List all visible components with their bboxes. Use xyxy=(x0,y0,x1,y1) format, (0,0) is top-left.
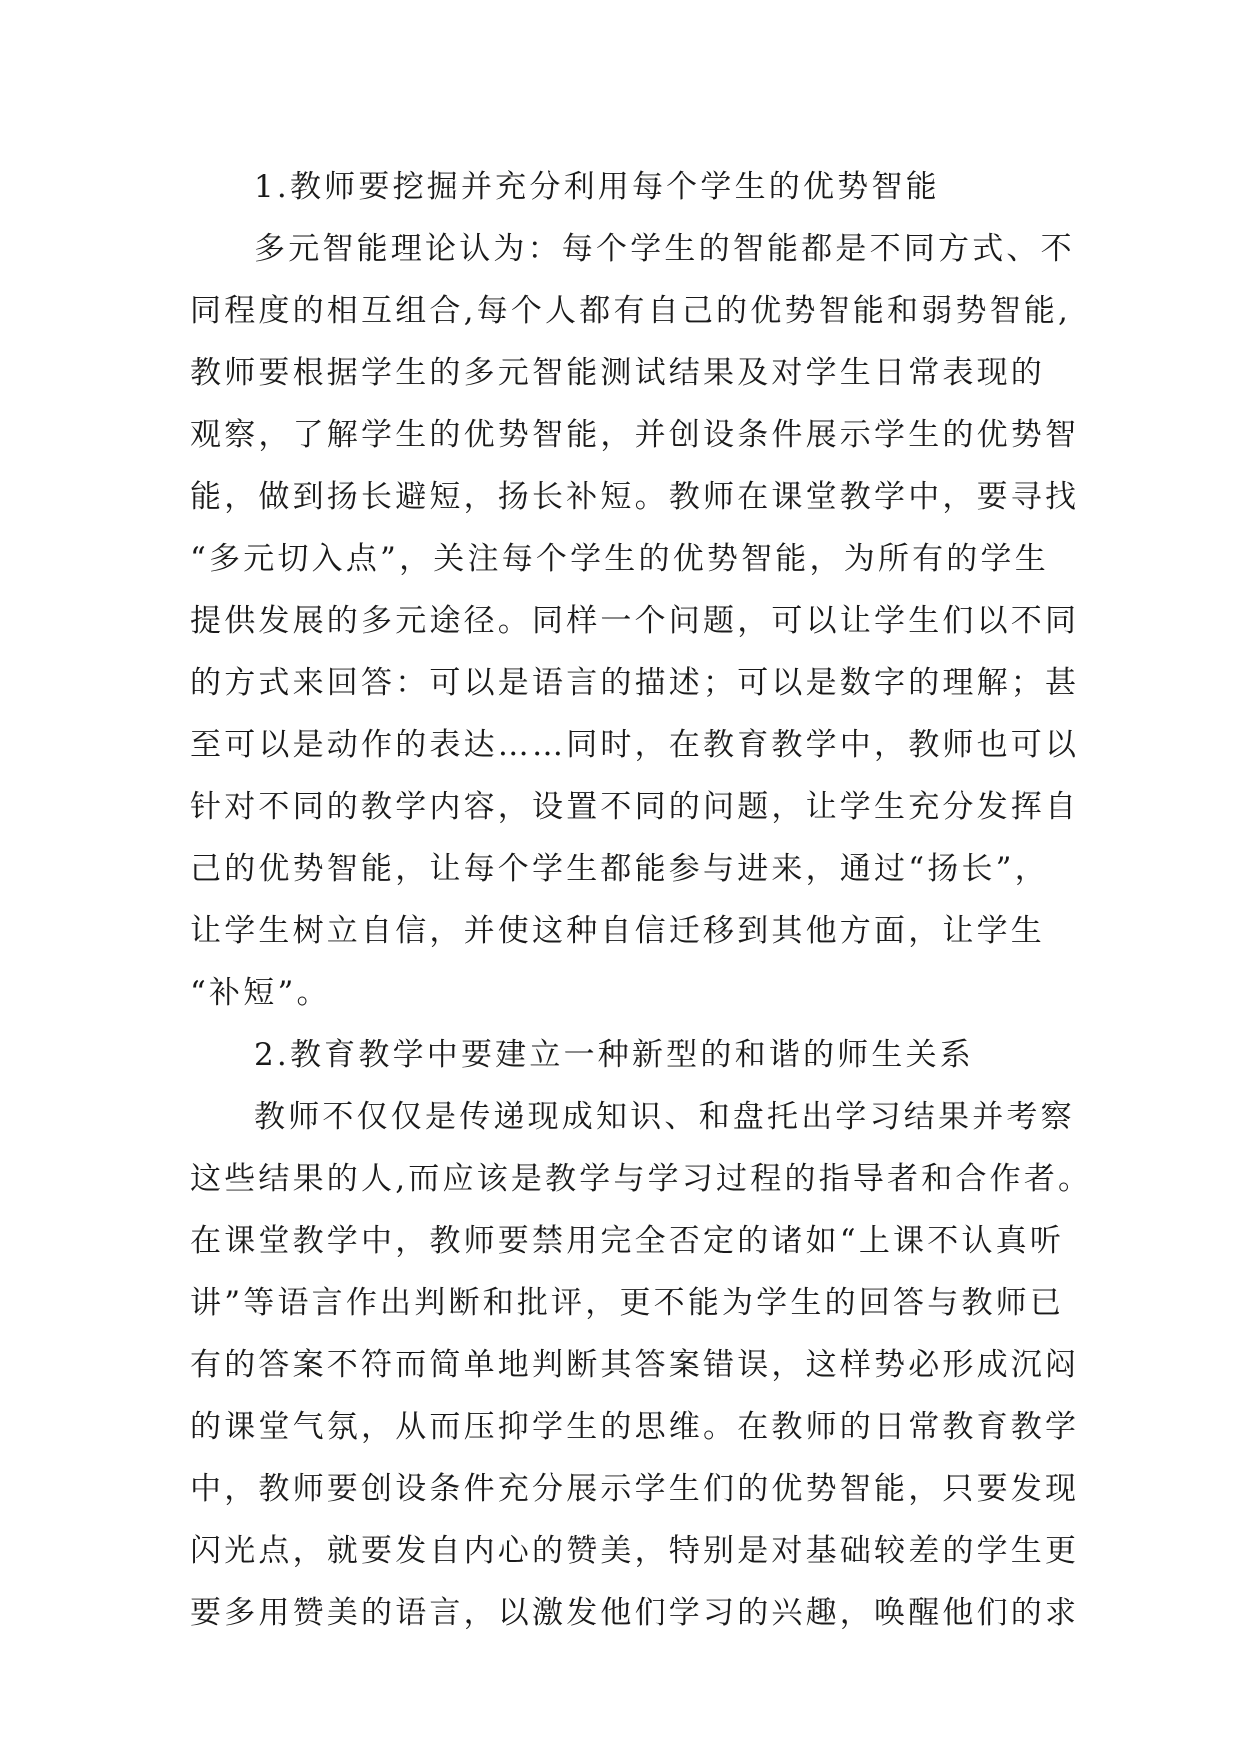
paragraph-line: 己的优势智能，让每个学生都能参与进来，通过“扬长”， xyxy=(190,851,1049,887)
paragraph-line: 的课堂气氛，从而压抑学生的思维。在教师的日常教育教学 xyxy=(190,1409,1080,1445)
paragraph-line: 要多用赞美的语言，以激发他们学习的兴趣，唤醒他们的求 xyxy=(190,1595,1080,1631)
paragraph-line: 这些结果的人,而应该是教学与学习过程的指导者和合作者。 xyxy=(190,1161,1093,1197)
paragraph-line: 在课堂教学中，教师要禁用完全否定的诸如“上课不认真听 xyxy=(190,1223,1065,1259)
section-heading-1: 1.教师要挖掘并充分利用每个学生的优势智能 xyxy=(254,169,940,205)
paragraph-line: 同程度的相互组合,每个人都有自己的优势智能和弱势智能, xyxy=(190,293,1072,329)
section-heading-2: 2.教育教学中要建立一种新型的和谐的师生关系 xyxy=(254,1037,974,1073)
paragraph-line: 教师不仅仅是传递现成知识、和盘托出学习结果并考察 xyxy=(254,1099,1075,1135)
paragraph-line: “多元切入点”，关注每个学生的优势智能，为所有的学生 xyxy=(190,541,1049,577)
paragraph-line: 讲”等语言作出判断和批评，更不能为学生的回答与教师已 xyxy=(190,1285,1065,1321)
paragraph-line: 多元智能理论认为：每个学生的智能都是不同方式、不 xyxy=(254,231,1075,267)
paragraph-line: 教师要根据学生的多元智能测试结果及对学生日常表现的 xyxy=(190,355,1045,391)
paragraph-line: 的方式来回答：可以是语言的描述；可以是数字的理解；甚 xyxy=(190,665,1080,701)
paragraph-line: 闪光点，就要发自内心的赞美，特别是对基础较差的学生更 xyxy=(190,1533,1080,1569)
paragraph-line: 让学生树立自信，并使这种自信迁移到其他方面，让学生 xyxy=(190,913,1045,949)
paragraph-line: 观察，了解学生的优势智能，并创设条件展示学生的优势智 xyxy=(190,417,1080,453)
paragraph-line: 能，做到扬长避短，扬长补短。教师在课堂教学中，要寻找 xyxy=(190,479,1080,515)
body-text xyxy=(190,156,1093,1644)
paragraph-line: 针对不同的教学内容，设置不同的问题，让学生充分发挥自 xyxy=(190,789,1080,825)
paragraph-line: 至可以是动作的表达……同时，在教育教学中，教师也可以 xyxy=(190,727,1080,763)
paragraph-line: 有的答案不符而简单地判断其答案错误，这样势必形成沉闷 xyxy=(190,1347,1080,1383)
paragraph-line: “补短”。 xyxy=(190,975,331,1011)
paragraph-line: 提供发展的多元途径。同样一个问题，可以让学生们以不同 xyxy=(190,603,1080,639)
paragraph-line: 中，教师要创设条件充分展示学生们的优势智能，只要发现 xyxy=(190,1471,1080,1507)
